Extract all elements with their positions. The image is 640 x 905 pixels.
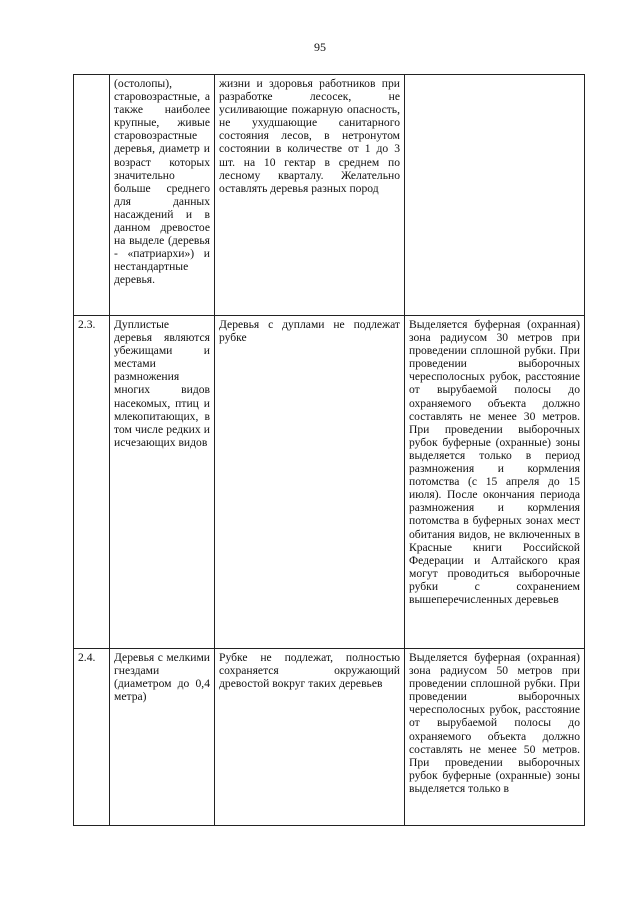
requirement-cell: Деревья с дуплами не подлежат рубке	[215, 316, 405, 649]
table-row	[74, 75, 585, 316]
note-cell: Выделяется буферная (охранная) зона радиусом 50 метров при проведении сплошной рубки. При проведении выборочных чересполосных рубок, расстояние от вырубаемой полосы до охраняемого объекта должно составлять не менее 50 метров. При проведении выборочных рубок буферные (охранные) зоны выделяется только в	[405, 649, 585, 826]
object-cell: Дуплистые деревья являются убежищами и местами размножения многих видов насекомых, птиц и млекопитающих, в том числе редких и исчезающих видов	[110, 316, 215, 649]
requirement-cell: Рубке не подлежат, полностью сохраняется окружающий древостой вокруг таких деревьев	[215, 649, 405, 826]
requirements-table	[73, 74, 585, 826]
row-number-cell	[74, 75, 110, 316]
note-cell: Выделяется буферная (охранная) зона радиусом 30 метров при проведении сплошной рубки. При проведении выборочных чересполосных рубок, расстояние от вырубаемой полосы до охраняемого объекта должно составлять не менее 30 метров. При проведении выборочных рубок буферные (охранные) зоны выделяется только в период размножения и кормления потомства (с 15 апреля до 15 июля). После окончания периода размножения и кормления потомства в буферных зонах мест обитания видов, не включенных в Красные книги Российской Федерации и Алтайского края могут проводиться выборочные рубки с сохранением вышеперечисленных деревьев	[405, 316, 585, 649]
row-number-cell: 2.3.	[74, 316, 110, 649]
note-cell	[405, 75, 585, 316]
object-cell: (остолопы), старовозрастные, а также наиболее крупные, живые старовозрастные деревья, диаметр и возраст которых значительно больше среднего для данных насаждений и в данном древостое на выделе (деревья - «патриархи») и нестандартные деревья.	[110, 75, 215, 316]
object-cell: Деревья с мелкими гнездами (диаметром до 0,4 метра)	[110, 649, 215, 826]
page-number: 95	[314, 40, 326, 54]
table-row	[74, 316, 585, 649]
table-row	[74, 649, 585, 826]
row-number-cell: 2.4.	[74, 649, 110, 826]
requirement-cell: жизни и здоровья работников при разработке лесосек, не усиливающие пожарную опасность, не ухудшающие санитарного состояния лесов, в нетронутом состоянии в количестве от 1 до 3 шт. на 10 гектар в среднем по лесному кварталу. Желательно оставлять деревья разных пород	[215, 75, 405, 316]
